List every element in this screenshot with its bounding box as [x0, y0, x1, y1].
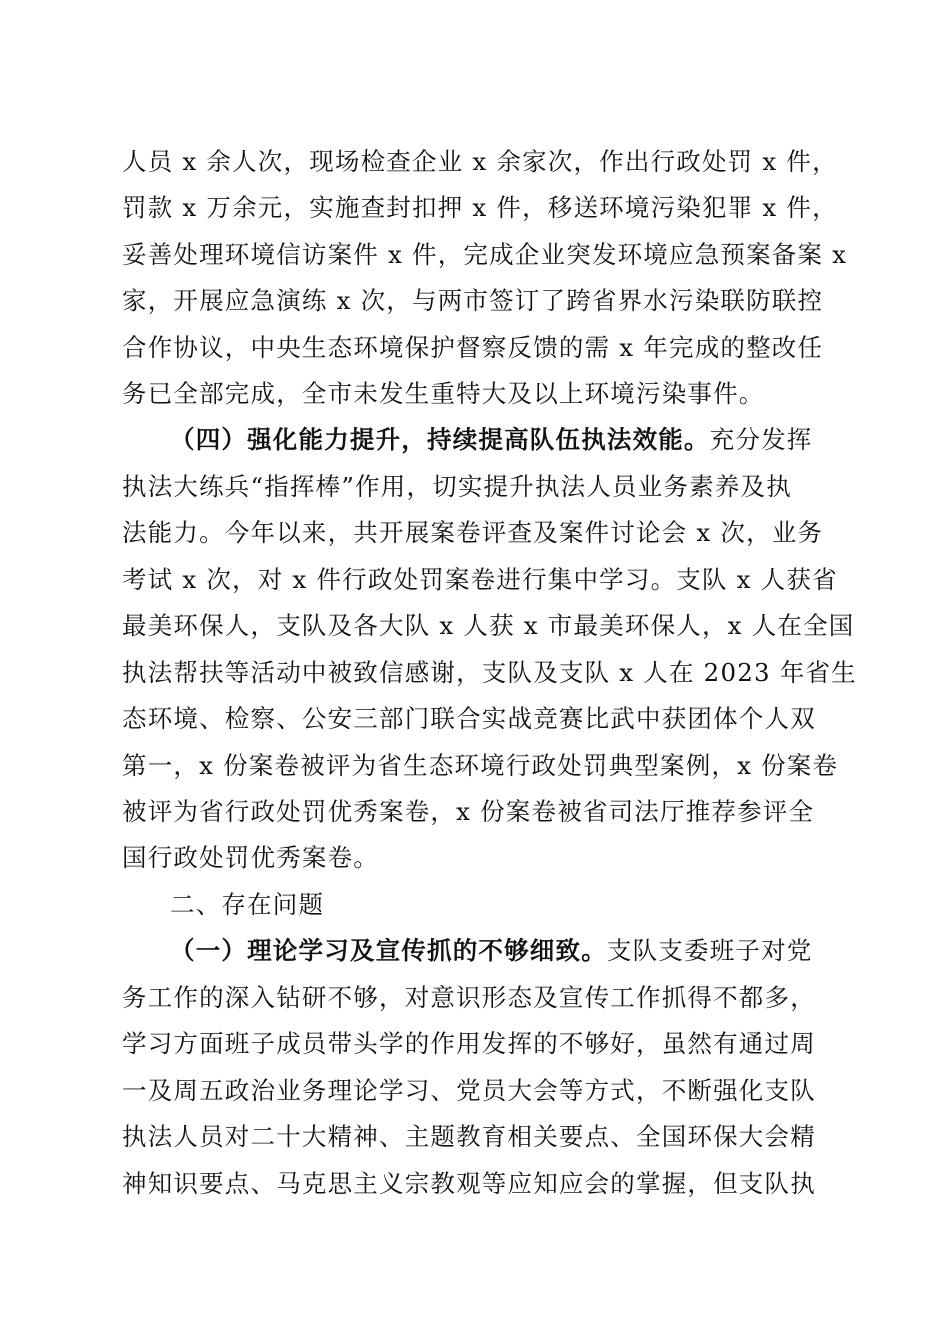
paragraph-line: 人员 x 余人次，现场检查企业 x 余家次，作出行政处罚 x 件， [122, 147, 838, 176]
paragraph-line: 家，开展应急演练 x 次，与两市签订了跨省界水污染联防联控 [122, 286, 824, 315]
paragraph-line: 一及周五政治业务理论学习、党员大会等方式，不断强化支队 [122, 1076, 816, 1105]
paragraph-line: 被评为省行政处罚优秀案卷，x 份案卷被省司法厅推荐参评全 [122, 797, 815, 826]
paragraph-line: 合作协议，中央生态环境保护督察反馈的需 x 年完成的整改任 [122, 333, 824, 362]
paragraph-line: 妥善处理环境信访案件 x 件，完成企业突发环境应急预案备案 x [122, 240, 848, 269]
paragraph-line: 执法人员对二十大精神、主题教育相关要点、全国环保大会精 [122, 1122, 816, 1151]
paragraph-line: 考试 x 次，对 x 件行政处罚案卷进行集中学习。支队 x 人获省 [122, 565, 838, 594]
paragraph-line: 执法帮扶等活动中被致信感谢，支队及支队 x 人在 2023 年省生 [122, 658, 857, 687]
section-heading-line [170, 425, 813, 455]
section-heading-4: （四）强化能力提升，持续提高队伍执法效能。 [170, 425, 710, 454]
paragraph-text: 支队支委班子对党 [606, 936, 813, 965]
paragraph-line: 神知识要点、马克思主义宗教观等应知应会的掌握，但支队执 [122, 1169, 816, 1198]
paragraph-line: 第一，x 份案卷被评为省生态环境行政处罚典型案例，x 份案卷 [122, 751, 839, 780]
paragraph-line: 罚款 x 万余元，实施查封扣押 x 件，移送环境污染犯罪 x 件， [122, 193, 838, 222]
paragraph-line: 法能力。今年以来，共开展案卷评查及案件讨论会 x 次，业务 [122, 518, 824, 547]
chapter-heading: 二、存在问题 [170, 890, 325, 919]
paragraph-text: 充分发挥 [709, 425, 813, 454]
paragraph-line: 务工作的深入钻研不够，对意识形态及宣传工作抓得不都多， [122, 983, 816, 1012]
paragraph-line: 务已全部完成，全市未发生重特大及以上环境污染事件。 [122, 379, 765, 408]
section-heading-line [170, 936, 813, 966]
paragraph-line: 执法大练兵“指挥棒”作用，切实提升执法人员业务素养及执 [122, 472, 792, 501]
section-heading-1: （一）理论学习及宣传抓的不够细致。 [170, 936, 607, 965]
paragraph-line: 学习方面班子成员带头学的作用发挥的不够好，虽然有通过周 [122, 1029, 816, 1058]
paragraph-line: 国行政处罚优秀案卷。 [122, 843, 379, 872]
paragraph-line: 态环境、检察、公安三部门联合实战竞赛比武中获团体个人双 [122, 704, 816, 733]
paragraph-line: 最美环保人，支队及各大队 x 人获 x 市最美环保人，x 人在全国 [122, 611, 855, 640]
